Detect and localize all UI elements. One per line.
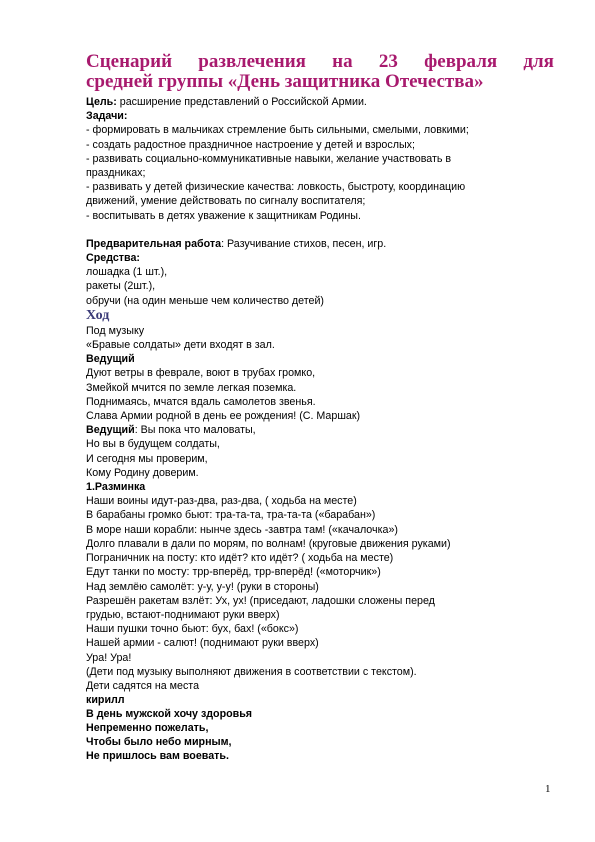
host2-first: : Вы пока что маловаты, — [134, 424, 256, 437]
intro-line: Под музыку — [86, 324, 145, 337]
title-word: февраля — [424, 51, 498, 72]
title-line-2: средней группы «День защитника Отечества» — [86, 71, 484, 92]
task-line: - воспитывать в детях уважение к защитникам Родины. — [86, 209, 361, 222]
prep-line — [86, 237, 554, 251]
intro-line: «Бравые солдаты» дети входят в зал. — [86, 339, 275, 352]
title-line-1 — [86, 52, 554, 72]
page-number: 1 — [545, 783, 551, 795]
means-label: Средства: — [86, 252, 140, 265]
task-line: движений, умение действовать по сигналу воспитателя; — [86, 195, 366, 208]
task-line: - развивать у детей физические качества: ловкость, быстроту, координацию — [86, 181, 466, 194]
warmup-line: грудью, встают-поднимают руки вверх) — [86, 608, 280, 621]
prep-text: : Разучивание стихов, песен, игр. — [221, 237, 387, 250]
section-heading-hod: Ход — [86, 307, 110, 323]
host-label: Ведущий — [86, 424, 135, 437]
warmup-line: Над землёю самолёт: у-у, у-у! (руки в стороны) — [86, 580, 319, 593]
poem-line: Но вы в будущем солдаты, — [86, 438, 220, 451]
warmup-line: В море наши корабли: нынче здесь -завтра там! («качалочка») — [86, 523, 398, 536]
title-word: для — [523, 51, 554, 72]
task-line: праздниках; — [86, 167, 146, 180]
prep-label: Предварительная работа — [86, 237, 222, 250]
host2-line — [86, 423, 554, 437]
goal-label: Цель: — [86, 96, 117, 108]
title-word: развлечения — [198, 51, 306, 72]
poem-line: Слава Армии родной в день ее рождения! (С. Маршак) — [86, 410, 361, 423]
task-line: - формировать в мальчиках стремление быть сильными, смелыми, ловкими; — [86, 124, 469, 137]
document-page — [86, 52, 554, 763]
task-line: - развивать социально-коммуникативные навыки, желание участвовать в — [86, 152, 452, 165]
title-word: Сценарий — [86, 51, 173, 72]
title-word: 23 — [378, 51, 398, 72]
host-label: Ведущий — [86, 353, 135, 366]
poem-line: Дуют ветры в феврале, воют в трубах громко, — [86, 367, 316, 380]
poem-line: И сегодня мы проверим, — [86, 452, 208, 465]
tasks-label: Задачи: — [86, 110, 128, 123]
warmup-line: (Дети под музыку выполняют движения в соответствии с текстом). — [86, 665, 417, 678]
warmup-line: Дети садятся на места — [86, 679, 200, 692]
warmup-line: Наши пушки точно бьют: бух, бах! («бокс») — [86, 623, 299, 636]
kirill-line: Не пришлось вам воевать. — [86, 750, 229, 763]
warmup-line: Долго плавали в дали по морям, по волнам! (круговые движения руками) — [86, 537, 451, 550]
warmup-label: 1.Разминка — [86, 481, 146, 494]
kirill-label: кирилл — [86, 694, 125, 707]
task-line: - создать радостное праздничное настроение у детей и взрослых; — [86, 138, 415, 151]
warmup-line: Нашей армии - салют! (поднимают руки вверх) — [86, 637, 319, 650]
warmup-line: Наши воины идут-раз-два, раз-два, ( ходьба на месте) — [86, 495, 357, 508]
kirill-line: Непременно пожелать, — [86, 722, 209, 735]
means-item: обручи (на один меньше чем количество детей) — [86, 294, 324, 307]
goal-line — [86, 95, 554, 109]
poem-line: Поднимаясь, мчатся вдаль самолетов звенья. — [86, 395, 316, 408]
warmup-line: Пограничник на посту: кто идёт? кто идёт? ( ходьба на месте) — [86, 552, 394, 565]
warmup-line: Разрешён ракетам взлёт: Ух, ух! (приседают, ладошки сложены перед — [86, 594, 435, 607]
means-item: ракеты (2шт.), — [86, 280, 156, 293]
kirill-line: Чтобы было небо мирным, — [86, 736, 232, 749]
warmup-line: В барабаны громко бьют: тра-та-та, тра-та-та («барабан») — [86, 509, 376, 522]
document-body — [86, 95, 554, 763]
warmup-line: Едут танки по мосту: трр-вперёд, трр-вперёд! («моторчик») — [86, 566, 381, 579]
poem-line: Змейкой мчится по земле легкая поземка. — [86, 381, 297, 394]
goal-text: расширение представлений о Российской Армии. — [116, 96, 367, 108]
warmup-line: Ура! Ура! — [86, 651, 132, 664]
means-item: лошадка (1 шт.), — [86, 266, 168, 279]
spacer — [86, 223, 554, 237]
title-word: на — [332, 51, 353, 72]
kirill-line: В день мужской хочу здоровья — [86, 708, 253, 721]
poem-line: Кому Родину доверим. — [86, 466, 199, 479]
document-title — [86, 52, 554, 92]
